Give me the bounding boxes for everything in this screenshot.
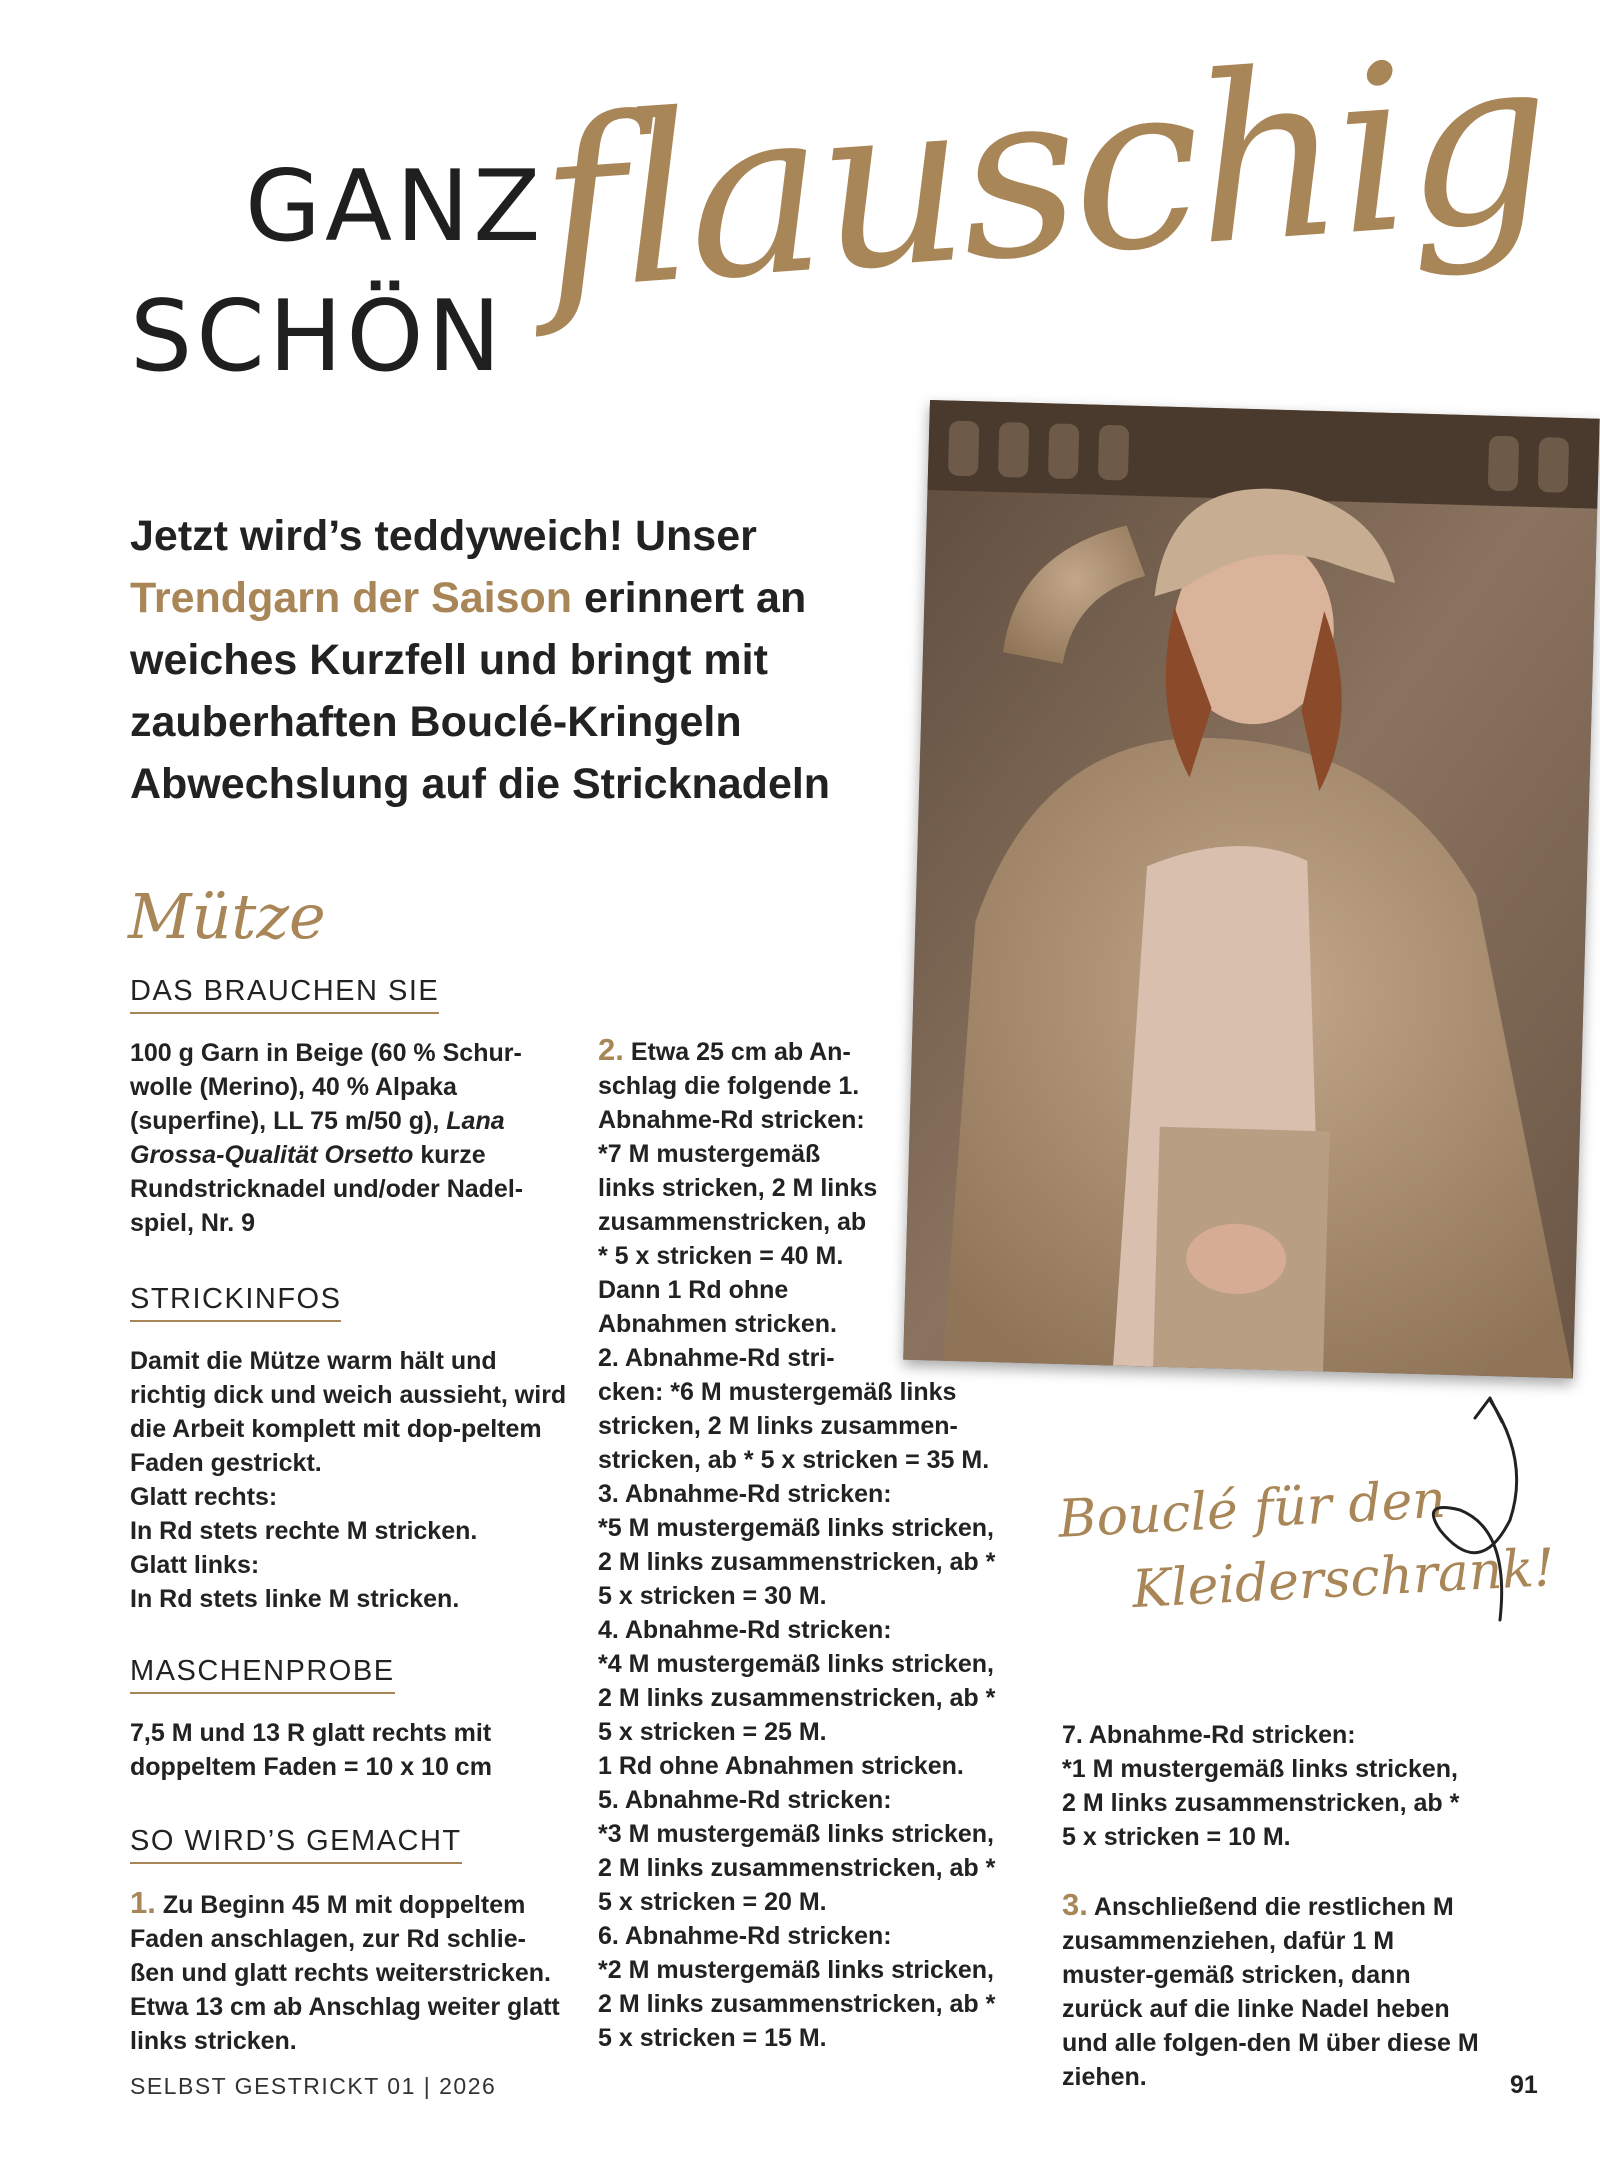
col3-line: 7. Abnahme-Rd stricken: [1062, 1721, 1356, 1749]
info-body [130, 1344, 570, 1616]
title-line-1: GANZ [245, 150, 545, 264]
column-2 [598, 1033, 1018, 2055]
step2-line: stricken, 2 M links zusammen- [598, 1412, 958, 1440]
step2-line: 1 Rd ohne Abnahmen stricken. [598, 1752, 964, 1780]
howto-section [130, 1825, 570, 2058]
step-1-number: 1. [130, 1885, 156, 1920]
section-title-muetze: Mütze [128, 880, 326, 953]
title-script: flauschig [531, 6, 1554, 343]
step2-line: Dann 1 Rd ohne [598, 1276, 789, 1304]
step2-line: 5 x stricken = 15 M. [598, 2024, 827, 2052]
step2-line: 2 M links zusammenstricken, ab * [598, 1548, 996, 1576]
info-heading: STRICKINFOS [130, 1283, 341, 1322]
step2-line: 6. Abnahme-Rd stricken: [598, 1922, 892, 1950]
step2-line: Abnahmen stricken. [598, 1310, 837, 1338]
step2-line: *2 M mustergemäß links stricken, [598, 1956, 994, 1984]
intro-part-2: erinnert an weiches Kurzfell und bringt mit zauberhaften Bouclé-Kringeln Abwechslung auf die Stricknadeln [130, 574, 831, 808]
col3-line: 2 M links zusammenstricken, ab * [1062, 1789, 1460, 1817]
step-1-text: Zu Beginn 45 M mit doppeltem Faden anschlagen, zur Rd schlie-ßen und glatt rechts weiterstricken. Etwa 13 cm ab Anschlag weiter glatt links stricken. [130, 1891, 560, 2055]
step2-line: schlag die folgende 1. [598, 1072, 860, 1100]
materials-text-1: 100 g Garn in Beige (60 % Schur-wolle (Merino), 40 % Alpaka (superfine), LL 75 m/50 g), [130, 1039, 522, 1135]
step2-line: 3. Abnahme-Rd stricken: [598, 1480, 892, 1508]
step2-line: 5 x stricken = 20 M. [598, 1888, 827, 1916]
step2-line: 5 x stricken = 30 M. [598, 1582, 827, 1610]
howto-body [130, 1886, 570, 2058]
title-line-2: SCHÖN [130, 280, 505, 394]
step2-line: stricken, ab * 5 x stricken = 35 M. [598, 1446, 990, 1474]
col3-line: 5 x stricken = 10 M. [1062, 1823, 1291, 1851]
gauge-body: 7,5 M und 13 R glatt rechts mit doppeltem Faden = 10 x 10 cm [130, 1719, 492, 1781]
step-3-number: 3. [1062, 1887, 1088, 1922]
glatt-links-label: Glatt links: [130, 1551, 260, 1579]
materials-heading: DAS BRAUCHEN SIE [130, 975, 439, 1014]
step2-line: cken: *6 M mustergemäß links [598, 1378, 957, 1406]
intro-part-1: Jetzt wird’s teddyweich! Unser [130, 512, 757, 560]
step-3 [1062, 1888, 1492, 2094]
gauge-heading: MASCHENPROBE [130, 1655, 395, 1694]
intro-text [130, 505, 850, 815]
page-number: 91 [1510, 2071, 1538, 2099]
glatt-rechts-label: Glatt rechts: [130, 1483, 278, 1511]
materials-section [130, 975, 570, 1240]
step2-line: 2 M links zusammenstricken, ab * [598, 1854, 996, 1882]
step2-line: 5. Abnahme-Rd stricken: [598, 1786, 892, 1814]
step2-line: *5 M mustergemäß links stricken, [598, 1514, 994, 1542]
step2-line: *7 M mustergemäß [598, 1140, 821, 1168]
step2-line: zusammenstricken, ab [598, 1208, 867, 1236]
step2-line: 5 x stricken = 25 M. [598, 1718, 827, 1746]
step2-line: Etwa 25 cm ab An- [630, 1038, 851, 1066]
note-line-1: Bouclé für den [1056, 1469, 1448, 1550]
step2-line: *4 M mustergemäß links stricken, [598, 1650, 994, 1678]
info-text: Damit die Mütze warm hält und richtig dick und weich aussieht, wird die Arbeit komplett mit dop-peltem Faden gestrickt. [130, 1347, 567, 1477]
step2-line: links stricken, 2 M links [598, 1174, 878, 1202]
howto-heading: SO WIRD’S GEMACHT [130, 1825, 462, 1864]
step2-line: *3 M mustergemäß links stricken, [598, 1820, 994, 1848]
glatt-rechts-text: In Rd stets rechte M stricken. [130, 1517, 478, 1545]
info-section [130, 1283, 570, 1616]
column-3 [1062, 1718, 1492, 2094]
footer-magazine: SELBST GESTRICKT 01 | 2026 [130, 2073, 497, 2099]
materials-yarn-name: Lana Grossa-Qualität Orsetto [130, 1107, 505, 1169]
step2-line: 2 M links zusammenstricken, ab * [598, 1684, 996, 1712]
col3-line: *1 M mustergemäß links stricken, [1062, 1755, 1458, 1783]
curved-arrow-icon [1420, 1380, 1550, 1630]
step-2-number: 2. [598, 1032, 624, 1067]
step2-line: 2. Abnahme-Rd stri- [598, 1344, 835, 1372]
materials-body [130, 1036, 570, 1240]
intro-highlight: Trendgarn der Saison [130, 574, 573, 622]
glatt-links-text: In Rd stets linke M stricken. [130, 1585, 460, 1613]
step-3-text: Anschließend die restlichen M zusammenziehen, dafür 1 M muster-gemäß stricken, dann zurück auf die linke Nadel heben und alle folgen-den M über diese M ziehen. [1062, 1893, 1479, 2091]
step-2 [598, 1033, 1018, 1069]
step2-line: * 5 x stricken = 40 M. [598, 1242, 844, 1270]
gauge-section [130, 1655, 570, 1784]
note-line-2: Kleiderschrank! [1130, 1538, 1557, 1621]
materials-text-2: kurze Rundstricknadel und/oder Nadel-spiel, Nr. 9 [130, 1141, 524, 1237]
step2-line: 4. Abnahme-Rd stricken: [598, 1616, 892, 1644]
step2-line: Abnahme-Rd stricken: [598, 1106, 865, 1134]
step2-line: 2 M links zusammenstricken, ab * [598, 1990, 996, 2018]
